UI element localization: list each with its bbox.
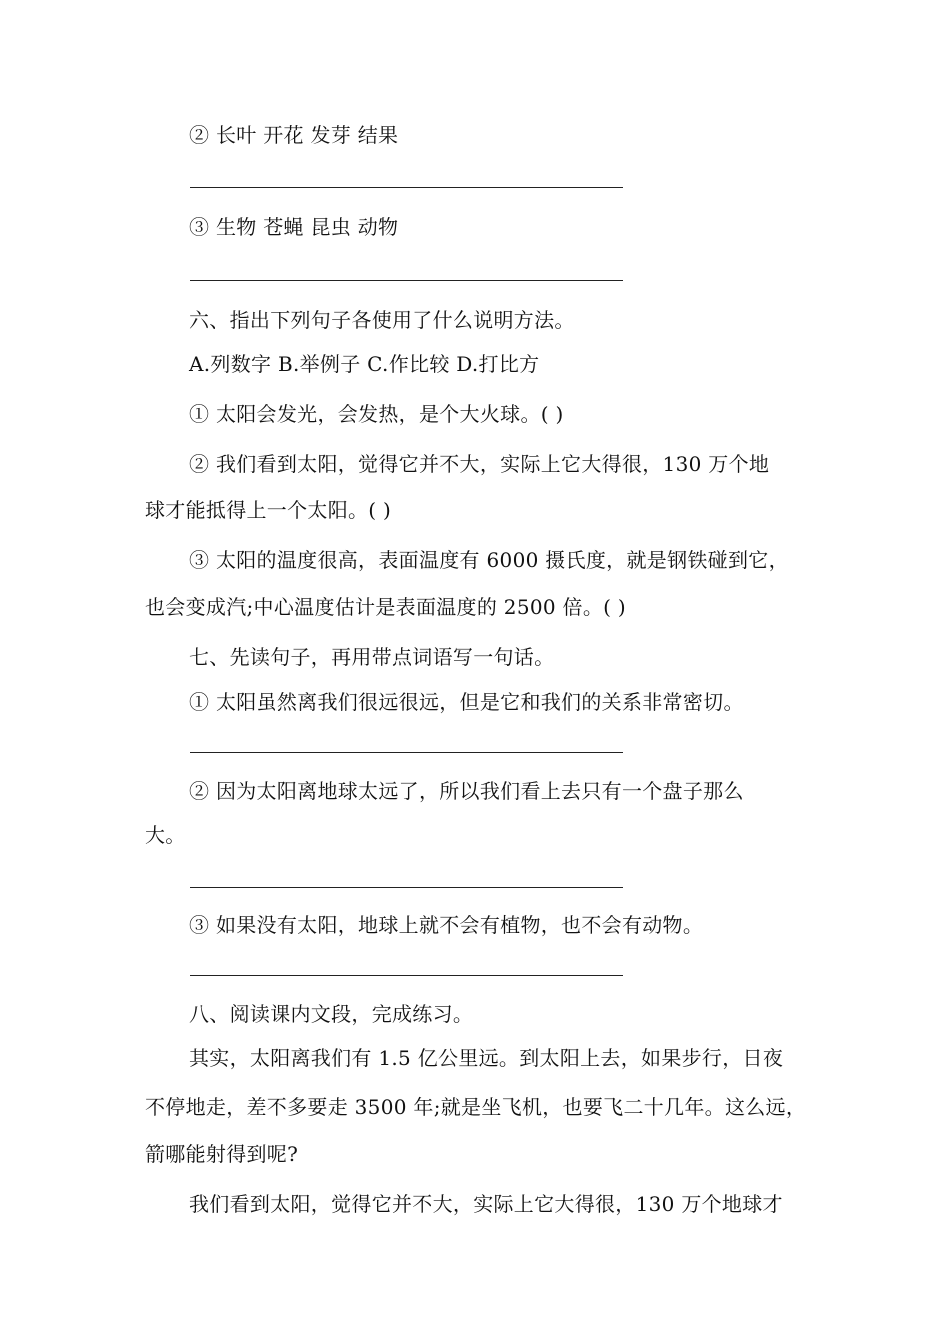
section-6-question-2-line-1: ② 我们看到太阳，觉得它并不大，实际上它大得很，130 万个地 bbox=[189, 452, 770, 476]
section-7-question-2-line-1: ② 因为太阳离地球太远了，所以我们看上去只有一个盘子那么 bbox=[189, 779, 744, 803]
answer-blank-line bbox=[190, 280, 623, 281]
section-6-options: A.列数字 B.举例子 C.作比较 D.打比方 bbox=[189, 352, 540, 376]
section-6-question-3-line-1: ③ 太阳的温度很高，表面温度有 6000 摄氏度，就是钢铁碰到它， bbox=[189, 548, 789, 572]
answer-blank-line bbox=[190, 975, 623, 976]
word-order-item-2: ② 长叶 开花 发芽 结果 bbox=[189, 123, 399, 147]
passage-paragraph-2-line-1: 我们看到太阳，觉得它并不大，实际上它大得很，130 万个地球才 bbox=[189, 1192, 783, 1216]
section-6-question-2-line-2: 球才能抵得上一个太阳。( ) bbox=[145, 498, 392, 522]
section-7-question-1: ① 太阳虽然离我们很远很远，但是它和我们的关系非常密切。 bbox=[189, 690, 744, 714]
answer-blank-line bbox=[190, 887, 623, 888]
section-7-question-3: ③ 如果没有太阳，地球上就不会有植物，也不会有动物。 bbox=[189, 913, 704, 937]
section-6-question-1: ① 太阳会发光，会发热，是个大火球。( ) bbox=[189, 402, 564, 426]
passage-paragraph-1-line-3: 箭哪能射得到呢? bbox=[145, 1142, 299, 1166]
passage-paragraph-1-line-2: 不停地走，差不多要走 3500 年;就是坐飞机，也要飞二十几年。这么远， bbox=[145, 1095, 807, 1119]
section-7-question-2-line-2: 大。 bbox=[145, 823, 186, 847]
section-8-heading: 八、阅读课内文段，完成练习。 bbox=[189, 1002, 474, 1026]
passage-paragraph-1-line-1: 其实，太阳离我们有 1.5 亿公里远。到太阳上去，如果步行，日夜 bbox=[189, 1046, 784, 1070]
section-6-heading: 六、指出下列句子各使用了什么说明方法。 bbox=[189, 308, 575, 332]
section-7-heading: 七、先读句子，再用带点词语写一句话。 bbox=[189, 645, 555, 669]
word-order-item-3: ③ 生物 苍蝇 昆虫 动物 bbox=[189, 215, 399, 239]
section-6-question-3-line-2: 也会变成汽;中心温度估计是表面温度的 2500 倍。( ) bbox=[145, 595, 627, 619]
answer-blank-line bbox=[190, 187, 623, 188]
answer-blank-line bbox=[190, 752, 623, 753]
